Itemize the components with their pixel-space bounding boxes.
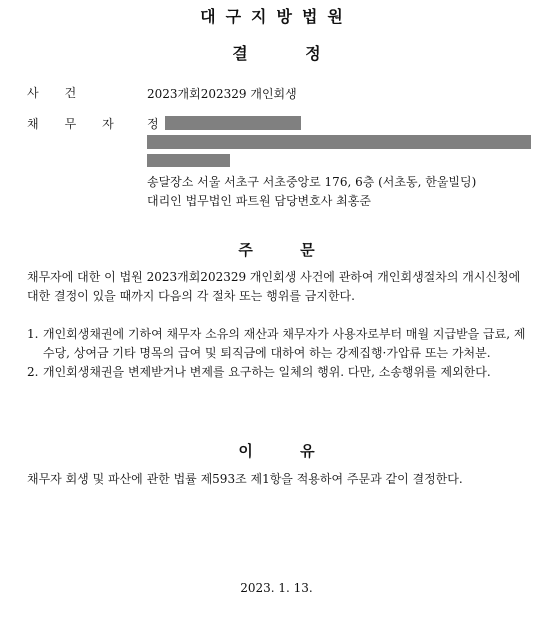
debtor-label: 채무자 — [27, 117, 140, 131]
reason-body: 채무자 회생 및 파산에 관한 법률 제593조 제1항을 적용하여 주문과 같이 결정한다. — [27, 472, 463, 486]
document-title: 결 정 — [232, 44, 321, 63]
prohibited-acts-list — [27, 325, 527, 382]
debtor-name-prefix: 정 — [147, 117, 159, 131]
court-name: 대구지방법원 — [200, 7, 353, 26]
list-item-text: 개인회생채권에 기하여 채무자 소유의 재산과 채무자가 사용자로부터 매월 지급받을 급료, 제수당, 상여금 기타 명목의 급여 및 퇴직금에 대하여 하는 강제집행·가압류 또는 가처분. — [43, 327, 526, 360]
reason-heading: 이 유 — [238, 442, 315, 460]
legal-agent: 대리인 법무법인 파트원 담당변호사 최홍준 — [147, 194, 371, 208]
list-item — [27, 325, 527, 363]
list-item-text: 개인회생채권을 변제받거나 변제를 요구하는 일체의 행위. 다만, 소송행위를 제외한다. — [43, 365, 491, 379]
redacted-debtor-address-line2 — [147, 154, 230, 167]
case-number: 2023개회202329 개인회생 — [147, 87, 297, 101]
redacted-debtor-name — [165, 116, 301, 130]
list-item — [27, 363, 527, 382]
order-body: 채무자에 대한 이 법원 2023개회202329 개인회생 사건에 관하여 개인회생절차의 개시신청에 대한 결정이 있을 때까지 다음의 각 절차 또는 행위를 금지한다. — [27, 270, 521, 303]
redacted-debtor-address-line1 — [147, 135, 531, 149]
list-item-number: 2. — [27, 365, 39, 379]
decision-date: 2023. 1. 13. — [240, 581, 313, 595]
case-label: 사건 — [27, 86, 103, 100]
service-address: 송달장소 서울 서초구 서초중앙로 176, 6층 (서초동, 한울빌딩) — [147, 175, 477, 189]
order-heading: 주 문 — [238, 241, 315, 259]
list-item-number: 1. — [27, 327, 39, 341]
